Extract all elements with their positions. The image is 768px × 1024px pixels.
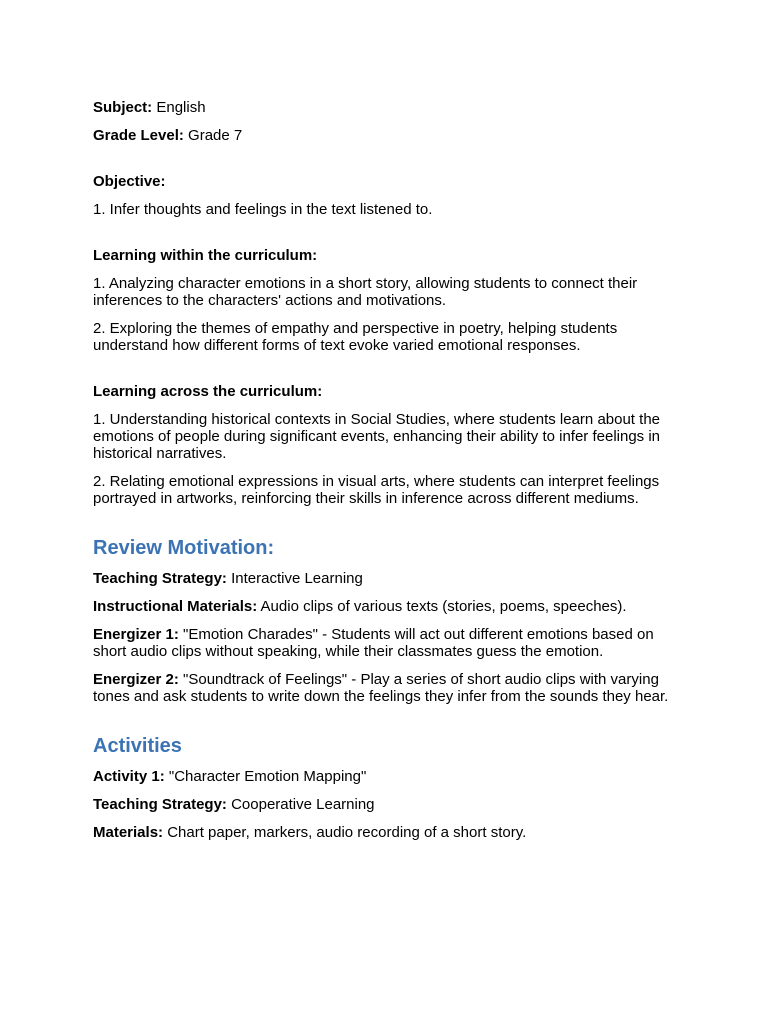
- review-motivation-heading: Review Motivation:: [93, 537, 275, 559]
- grade-line: [93, 127, 683, 144]
- activity-1-value: "Character Emotion Mapping": [168, 768, 367, 785]
- grade-value: Grade 7: [188, 127, 243, 144]
- energizer-2-value: "Soundtrack of Feelings" - Play a series of short audio clips with varying tones and ask students to write down the feelings they infer from the sounds they hear.: [93, 671, 669, 705]
- across-curriculum-item: 2. Relating emotional expressions in visual arts, where students can interpret feelings portrayed in artworks, reinforcing their skills in inference across different mediums.: [93, 473, 660, 507]
- activity-strategy-value: Cooperative Learning: [231, 796, 375, 813]
- activity-materials-label: Materials:: [93, 824, 164, 841]
- objective-heading: Objective:: [93, 173, 166, 190]
- review-materials-value: Audio clips of various texts (stories, poems, speeches).: [260, 598, 627, 615]
- subject-value: English: [156, 99, 206, 116]
- within-curriculum-heading: Learning within the curriculum:: [93, 247, 318, 264]
- activity-strategy-line: [93, 796, 683, 813]
- activity-1-line: [93, 768, 683, 785]
- review-materials-line: [93, 598, 683, 615]
- energizer-1-label: Energizer 1:: [93, 626, 179, 643]
- within-curriculum-item: 2. Exploring the themes of empathy and perspective in poetry, helping students understand how different forms of text evoke varied emotional responses.: [93, 320, 618, 354]
- across-curriculum-item: 1. Understanding historical contexts in Social Studies, where students learn about the emotions of people during significant events, enhancing their ability to infer feelings in historical narratives.: [93, 411, 661, 462]
- review-strategy-line: [93, 570, 683, 587]
- objective-item: 1. Infer thoughts and feelings in the text listened to.: [93, 201, 433, 218]
- energizer-1-line: [93, 626, 683, 660]
- subject-line: [93, 99, 683, 116]
- activity-materials-value: Chart paper, markers, audio recording of a short story.: [167, 824, 527, 841]
- lesson-plan-document: [93, 99, 683, 852]
- activity-1-label: Activity 1:: [93, 768, 165, 785]
- activities-heading: Activities: [93, 735, 182, 757]
- subject-label: Subject:: [93, 99, 153, 116]
- grade-label: Grade Level:: [93, 127, 184, 144]
- energizer-2-label: Energizer 2:: [93, 671, 179, 688]
- energizer-1-value: "Emotion Charades" - Students will act out different emotions based on short audio clips without speaking, while their classmates guess the emotion.: [93, 626, 654, 660]
- within-curriculum-item: 1. Analyzing character emotions in a short story, allowing students to connect their inferences to the characters' actions and motivations.: [93, 275, 638, 309]
- review-strategy-value: Interactive Learning: [231, 570, 363, 587]
- activity-strategy-label: Teaching Strategy:: [93, 796, 227, 813]
- activity-materials-line: [93, 824, 683, 841]
- across-curriculum-heading: Learning across the curriculum:: [93, 383, 323, 400]
- review-strategy-label: Teaching Strategy:: [93, 570, 227, 587]
- review-materials-label: Instructional Materials:: [93, 598, 258, 615]
- energizer-2-line: [93, 671, 683, 705]
